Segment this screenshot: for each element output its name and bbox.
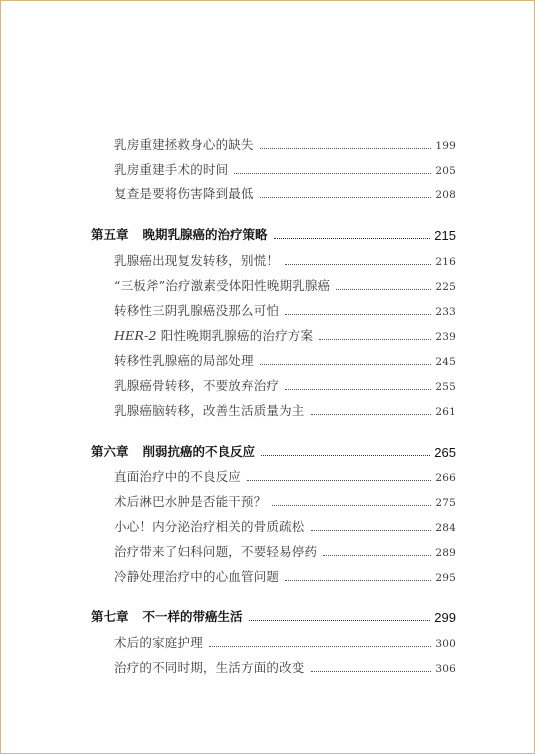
toc-entry[interactable]	[114, 513, 456, 535]
dot-leader	[285, 264, 431, 265]
her2-prefix: HER-2	[114, 328, 157, 343]
toc-entry[interactable]	[114, 629, 456, 651]
toc-entry[interactable]	[114, 463, 456, 485]
toc-entry[interactable]	[114, 247, 456, 269]
chapter-title: 不一样的带癌生活	[142, 609, 243, 624]
toc-entry-title: 治疗带来了妇科问题，不要轻易停药	[114, 544, 318, 559]
toc-entry-page: 205	[435, 165, 456, 177]
dot-leader	[319, 339, 431, 340]
toc-entry-page: 216	[435, 256, 456, 268]
toc-entry-title	[114, 326, 313, 344]
chapter-number: 第七章	[91, 609, 129, 624]
toc-entry[interactable]	[114, 397, 456, 419]
toc-entry-title: 乳房重建拯救身心的缺失	[114, 137, 254, 152]
toc-entry-page: 225	[435, 281, 456, 293]
chapter-number: 第六章	[91, 444, 129, 459]
toc-entry[interactable]	[114, 180, 456, 202]
dot-leader	[285, 314, 431, 315]
dot-leader	[272, 505, 431, 506]
toc-entry-title: 转移性乳腺癌的局部处理	[114, 353, 254, 368]
toc-entry[interactable]	[114, 563, 456, 585]
chapter-number: 第五章	[91, 227, 129, 242]
toc-entry-title: 小心！内分泌治疗相关的骨质疏松	[114, 519, 305, 534]
toc-entry-title: 术后的家庭护理	[114, 635, 203, 650]
toc-entry-title-rest: 阳性晚期乳腺癌的治疗方案	[156, 328, 314, 343]
toc-entry-title: “三板斧”治疗激素受体阳性晚期乳腺癌	[114, 278, 331, 293]
toc-entry[interactable]	[114, 372, 456, 394]
toc-entry-title: 转移性三阴乳腺癌没那么可怕	[114, 303, 280, 318]
toc-entry-title: 冷静处理治疗中的心血管问题	[114, 569, 280, 584]
dot-leader	[209, 646, 431, 647]
toc-entry-page: 245	[435, 356, 456, 368]
toc-entry-page: 233	[435, 306, 456, 318]
toc-entry[interactable]	[114, 131, 456, 153]
chapter-page: 215	[434, 228, 456, 243]
toc-entry-page: 255	[435, 381, 456, 393]
toc-entry-page: 266	[435, 472, 456, 484]
toc-entry-page: 199	[435, 140, 456, 152]
dot-leader	[234, 173, 431, 174]
toc-entry-title: 乳腺癌出现复发转移，别慌！	[114, 253, 280, 268]
chapter-heading[interactable]	[91, 438, 456, 460]
chapter-title: 晚期乳腺癌的治疗策略	[142, 227, 268, 242]
toc-entry-page: 261	[435, 406, 456, 418]
toc-entry-page: 208	[435, 189, 456, 201]
toc-entry-title: 乳房重建手术的时间	[114, 162, 229, 177]
toc-entry[interactable]	[114, 322, 456, 344]
toc-entry[interactable]	[114, 654, 456, 676]
toc-entry[interactable]	[114, 538, 456, 560]
toc-entry-page: 300	[435, 638, 456, 650]
toc-entry[interactable]	[114, 347, 456, 369]
toc-entry-page: 284	[435, 522, 456, 534]
toc-entry-title: 乳腺癌脑转移，改善生活质量为主	[114, 403, 305, 418]
dot-leader	[285, 389, 431, 390]
toc-entry[interactable]	[114, 488, 456, 510]
dot-leader	[311, 414, 432, 415]
dot-leader	[274, 238, 431, 239]
dot-leader	[260, 197, 432, 198]
dot-leader	[260, 148, 432, 149]
dot-leader	[247, 480, 431, 481]
chapter-heading[interactable]	[91, 221, 456, 243]
dot-leader	[336, 289, 431, 290]
chapter-heading[interactable]	[91, 603, 456, 625]
toc-entry-page: 239	[435, 331, 456, 343]
toc-entry-title: 术后淋巴水肿是否能干预？	[114, 494, 267, 509]
dot-leader	[311, 530, 432, 531]
chapter-page: 265	[434, 445, 456, 460]
toc-entry[interactable]	[114, 272, 456, 294]
toc-entry[interactable]	[114, 297, 456, 319]
toc-entry-page: 306	[435, 663, 456, 675]
toc-entry-title: 复查是要将伤害降到最低	[114, 186, 254, 201]
chapter-title: 削弱抗癌的不良反应	[142, 444, 256, 459]
dot-leader	[249, 620, 431, 621]
dot-leader	[311, 671, 432, 672]
chapter-page: 299	[434, 610, 456, 625]
dot-leader	[285, 580, 431, 581]
toc-entry-title: 直面治疗中的不良反应	[114, 469, 242, 484]
dot-leader	[261, 455, 430, 456]
toc-entry-page: 275	[435, 497, 456, 509]
dot-leader	[260, 364, 432, 365]
toc-entry-page: 295	[435, 572, 456, 584]
toc-entry-title: 治疗的不同时期，生活方面的改变	[114, 660, 305, 675]
toc-entry-page: 289	[435, 547, 456, 559]
toc-entry[interactable]	[114, 156, 456, 178]
dot-leader	[323, 555, 431, 556]
toc-entry-title: 乳腺癌骨转移，不要放弃治疗	[114, 378, 280, 393]
